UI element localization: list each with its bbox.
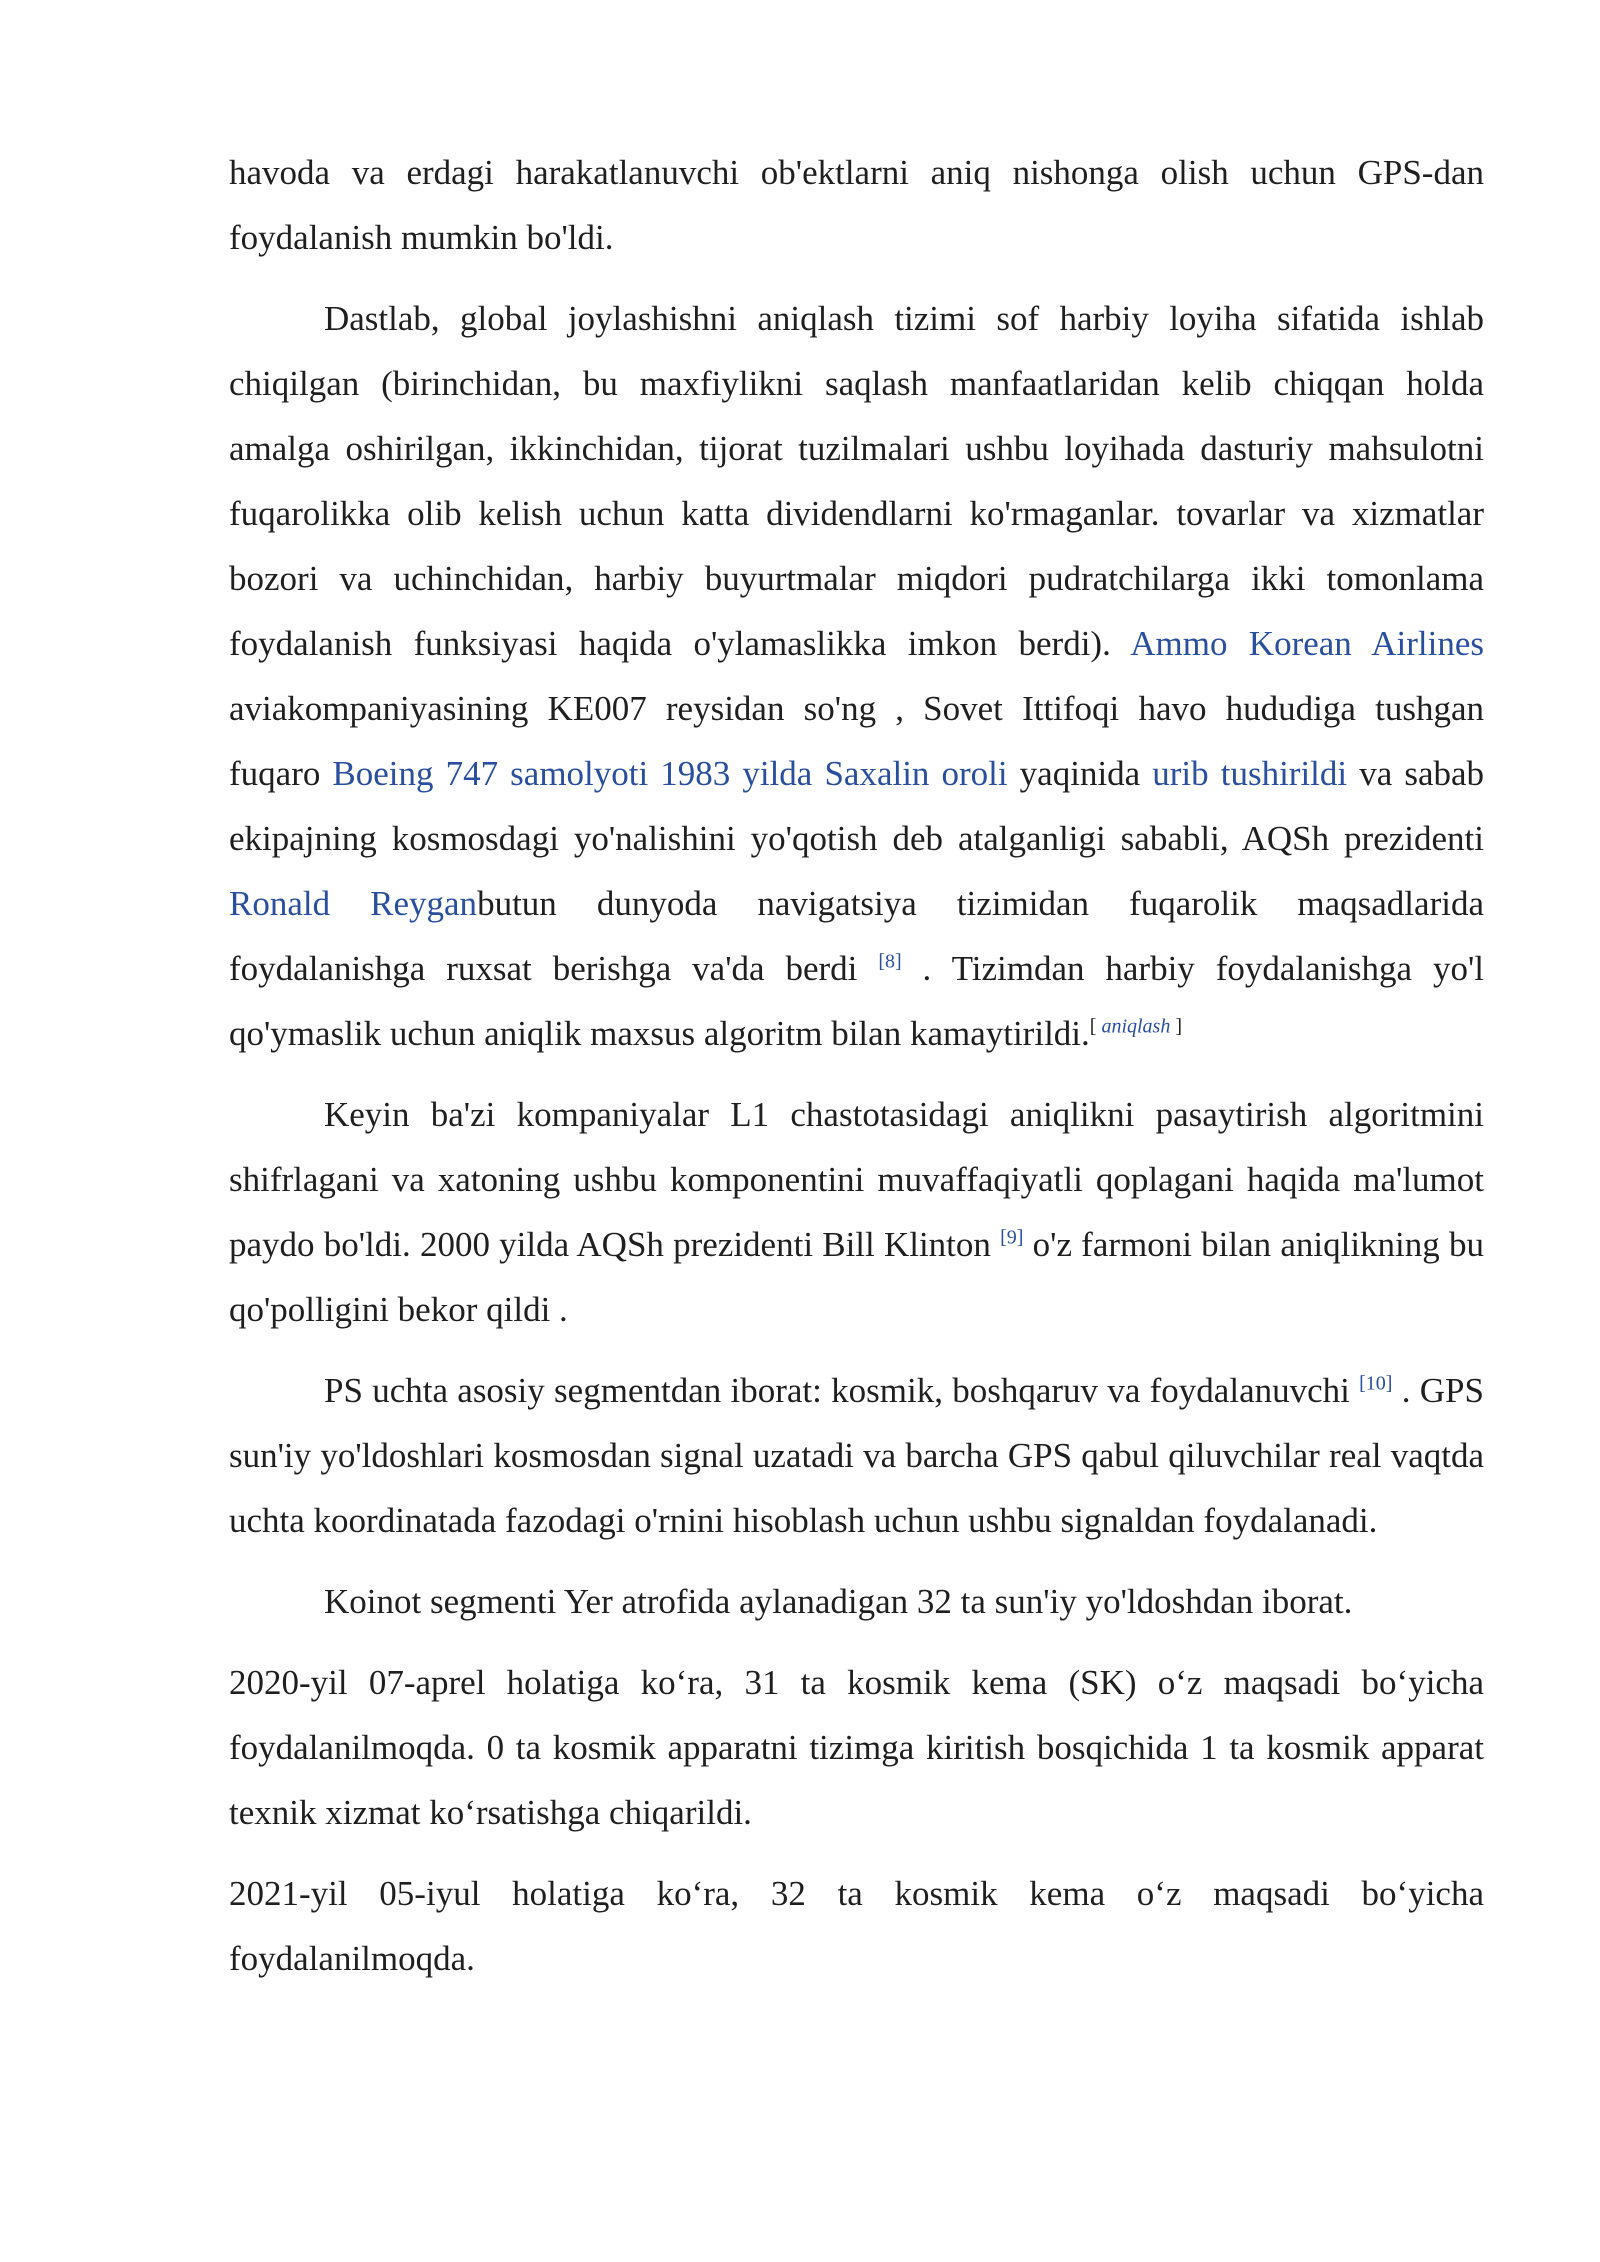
paragraph-2-text-5: butun dunyoda navigatsiya tizimidan fuqarolik maqsadlarida foydalanishga ruxsat berishga va'da berdi [229,884,1484,988]
paragraph-6-text: 2020-yil 07-aprel holatiga ko‘ra, 31 ta kosmik kema (SK) o‘z maqsadi bo‘yicha foydalanilmoqda. 0 ta kosmik apparatni tizimga kiritish bosqichida 1 ta kosmik apparat texnik xizmat ko‘rsatishga chiqarildi. [229,1663,1484,1832]
paragraph-7-text: 2021-yil 05-iyul holatiga ko‘ra, 32 ta kosmik kema o‘z maqsadi bo‘yicha foydalanilmoqda. [229,1874,1484,1978]
paragraph-5 [229,1569,1484,1634]
link-korean-airlines[interactable]: Ammo Korean Airlines [1130,624,1484,663]
note-open-bracket: [ [1089,1015,1102,1038]
link-saxalin-oroli[interactable]: Saxalin oroli [824,754,1008,793]
paragraph-6 [229,1650,1484,1845]
paragraph-4-text-2: . GPS sun'iy yo'ldoshlari kosmosdan signal uzatadi va barcha GPS qabul qiluvchilar real vaqtda uchta koordinatada fazodagi o'rnini hisoblash uchun ushbu signaldan foydalanadi. [229,1371,1484,1540]
note-link-aniqlash[interactable]: aniqlash [1101,1015,1171,1038]
paragraph-3-text-2: o'z farmoni bilan aniqlikning bu qo'polligini bekor qildi . [229,1225,1484,1329]
clarification-note [1090,1015,1182,1037]
reference-9[interactable]: [9] [1000,1226,1024,1249]
link-ronald-reygan[interactable]: Ronald Reygan [229,884,478,923]
reference-10[interactable]: [10] [1359,1372,1393,1395]
paragraph-2 [229,286,1484,1066]
reference-8[interactable]: [8] [878,950,902,973]
paragraph-3 [229,1082,1484,1342]
link-boeing-747-1983[interactable]: Boeing 747 samolyoti 1983 yilda [332,754,813,793]
paragraph-5-text: Koinot segmenti Yer atrofida aylanadigan 32 ta sun'iy yo'ldoshdan iborat. [324,1582,1353,1621]
paragraph-7 [229,1861,1484,1991]
paragraph-4-text-1: PS uchta asosiy segmentdan iborat: kosmik, boshqaruv va foydalanuvchi [324,1371,1360,1410]
document-page [229,140,1484,2007]
paragraph-2-text-3: yaqinida [1007,754,1153,793]
link-urib-tushirildi[interactable]: urib tushirildi [1152,754,1348,793]
paragraph-2-text-4: va sabab ekipajning kosmosdagi yo'nalishini yo'qotish deb atalganligi sababli, AQSh prezidenti [229,754,1485,858]
paragraph-2-text-6: . Tizimdan harbiy foydalanishga yo'l qo'ymaslik uchun aniqlik maxsus algoritm bilan kamaytirildi. [229,949,1484,1053]
paragraph-2-text-1: Dastlab, global joylashishni aniqlash tizimi sof harbiy loyiha sifatida ishlab chiqilgan (birinchidan, bu maxfiylikni saqlash manfaatlaridan kelib chiqqan holda amalga oshirilgan, ikkinchidan, tijorat tuzilmalari ushbu loyihada dasturiy mahsulotni fuqarolikka olib kelish uchun katta dividendlarni ko'rmaganlar. tovarlar va xizmatlar bozori va uchinchidan, harbiy buyurtmalar miqdori pudratchilarga ikki tomonlama foydalanish funksiyasi haqida o'ylamaslikka imkon berdi). [229,299,1484,663]
paragraph-2-text-2: aviakompaniyasining KE007 reysidan so'ng , Sovet Ittifoqi havo hududiga tushgan fuqaro [229,689,1484,793]
paragraph-1 [229,140,1484,270]
paragraph-4 [229,1358,1484,1553]
note-close-bracket: ] [1170,1015,1183,1038]
paragraph-1-text: havoda va erdagi harakatlanuvchi ob'ektlarni aniq nishonga olish uchun GPS-dan foydalanish mumkin bo'ldi. [229,153,1484,257]
paragraph-3-text-1: Keyin ba'zi kompaniyalar L1 chastotasidagi aniqlikni pasaytirish algoritmini shifrlagani va xatoning ushbu komponentini muvaffaqiyatli qoplagani haqida ma'lumot paydo bo'ldi. 2000 yilda AQSh prezidenti Bill Klinton [229,1095,1484,1264]
